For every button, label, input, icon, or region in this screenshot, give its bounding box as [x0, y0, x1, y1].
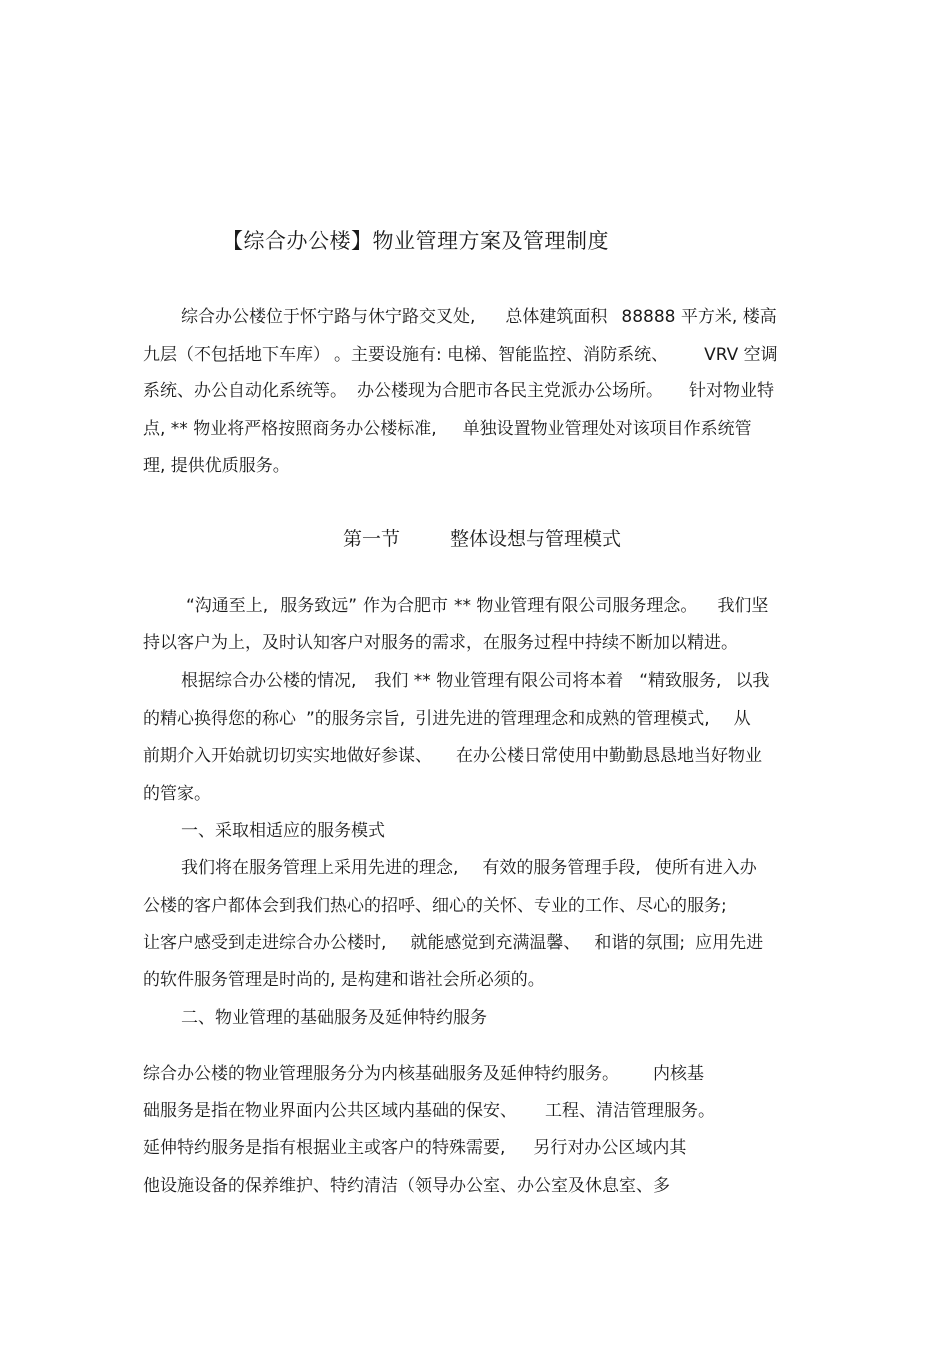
para1-line-2 [143, 632, 738, 654]
text-segment: 的软件服务管理是时尚的, 是构建和谐社会所必须的。 [143, 970, 545, 990]
text-segment: 我们 ** 物业管理有限公司将本着 [374, 671, 624, 691]
para3-line-4 [143, 969, 545, 991]
intro-line-1 [181, 306, 777, 328]
text-segment: 和谐的氛围; [594, 933, 686, 953]
text-segment: 以我 [735, 671, 770, 691]
subheading-2: 二、物业管理的基础服务及延伸特约服务 [181, 1008, 487, 1028]
para3-line-1 [181, 857, 757, 879]
text-segment: 在办公楼日常使用中勤勤恳恳地当好物业 [456, 746, 762, 766]
text-segment: VRV 空调 [704, 345, 778, 365]
intro-line-5 [143, 455, 290, 477]
section-heading [343, 524, 621, 551]
text-segment: 他设施设备的保养维护、特约清洁（领导办公室、办公室及休息室、多 [143, 1176, 670, 1196]
para3-line-3 [143, 932, 763, 954]
text-segment: 根据综合办公楼的情况, [181, 671, 357, 691]
text-segment: 理, 提供优质服务。 [143, 456, 290, 476]
para2-line-3 [143, 745, 762, 767]
text-segment: 延伸特约服务是指有根据业主或客户的特殊需要, [143, 1138, 506, 1158]
text-segment: 使所有进入办 [654, 858, 757, 878]
para2-line-1 [181, 670, 769, 692]
para4-line-3 [143, 1137, 686, 1159]
text-segment: 内核基 [653, 1064, 704, 1084]
text-segment: ** 物业管理有限公司服务理念。 [454, 596, 698, 616]
text-segment: 的管家。 [143, 784, 211, 804]
text-segment: 单独设置物业管理处对该项目作系统管 [462, 419, 752, 439]
intro-line-4 [143, 418, 752, 440]
text-segment: 总体建筑面积 [505, 307, 608, 327]
text-segment: 础服务是指在物业界面内公共区域内基础的保安、 [143, 1101, 517, 1121]
text-segment: 作为合肥市 [363, 596, 449, 616]
text-segment: ”的服务宗旨, [306, 709, 406, 729]
text-segment: 系统、办公自动化系统等。 [143, 381, 347, 401]
para1-line-1 [186, 595, 768, 617]
text-segment: 从 [733, 709, 751, 729]
text-segment: 办公楼现为合肥市各民主党派办公场所。 [357, 381, 663, 401]
text-segment: 我们将在服务管理上采用先进的理念, [181, 858, 459, 878]
para4-line-2 [143, 1100, 715, 1122]
intro-line-2 [143, 344, 778, 366]
text-segment: 另行对办公区域内其 [533, 1138, 687, 1158]
document-title: 【综合办公楼】物业管理方案及管理制度 [222, 229, 609, 253]
text-segment: “沟通至上, [186, 596, 269, 616]
text-segment: 前期介入开始就切切实实地做好参谋、 [143, 746, 432, 766]
para4-line-1 [143, 1063, 704, 1085]
text-segment: 有效的服务管理手段, [482, 858, 641, 878]
text-segment: 。主要设施有: 电梯、智能监控、消防系统、 [334, 345, 669, 365]
text-segment: 88888 平方米, 楼高 [621, 307, 777, 327]
text-segment: 应用先进 [695, 933, 764, 953]
para3-line-2 [143, 895, 727, 917]
para2-line-2 [143, 708, 751, 730]
text-segment: 工程、清洁管理服务。 [545, 1101, 715, 1121]
text-segment: 公楼的客户都体会到我们热心的招呼、细心的关怀、专业的工作、尽心的服务; [143, 896, 727, 916]
para4-line-4 [143, 1175, 670, 1197]
text-segment: 我们坚 [717, 596, 769, 616]
subheading-1: 一、采取相适应的服务模式 [181, 821, 385, 841]
section-number: 第一节 [343, 528, 401, 550]
text-segment: 持以客户为上，及时认知客户对服务的需求，在服务过程中持续不断加以精进。 [143, 633, 738, 653]
text-segment: 综合办公楼的物业管理服务分为内核基础服务及延伸特约服务。 [143, 1064, 619, 1084]
text-segment: “精致服务, [639, 671, 722, 691]
section-name: 整体设想与管理模式 [450, 528, 622, 550]
text-segment: 引进先进的管理理念和成熟的管理模式, [415, 709, 710, 729]
intro-line-3 [143, 380, 774, 402]
text-segment: 的精心换得您的称心 [143, 709, 296, 729]
text-segment: 让客户感受到走进综合办公楼时, [143, 933, 387, 953]
text-segment: 就能感觉到充满温馨、 [410, 933, 581, 953]
para2-line-4 [143, 783, 211, 805]
text-segment: 针对物业特 [689, 381, 774, 401]
text-segment: 九层（不包括地下车库） [143, 345, 330, 365]
text-segment: 点, ** 物业将严格按照商务办公楼标准, [143, 419, 437, 439]
text-segment: 服务致远” [280, 596, 358, 616]
text-segment: 综合办公楼位于怀宁路与休宁路交叉处, [181, 307, 476, 327]
